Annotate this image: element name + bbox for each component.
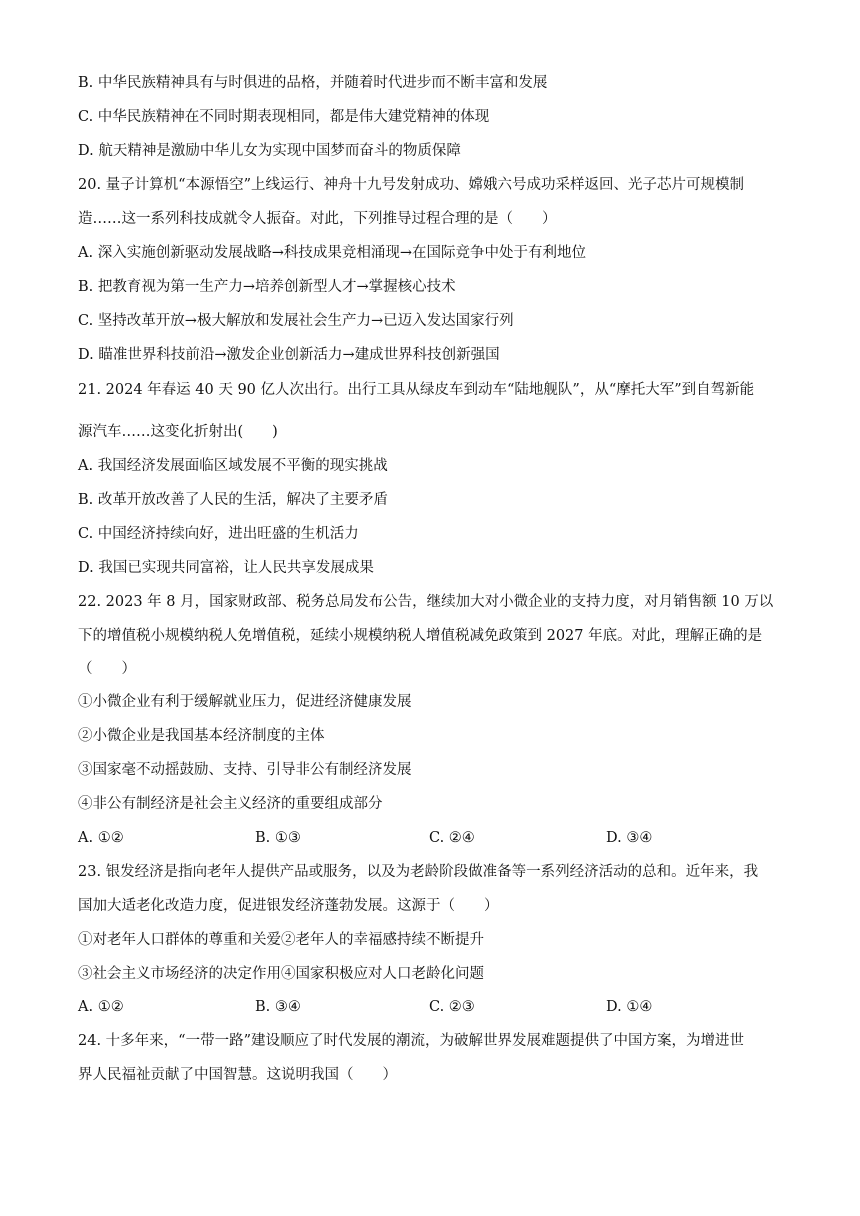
q22-options xyxy=(78,828,798,848)
q21-stem-line2: 源汽车……这变化折射出( ) xyxy=(78,424,278,440)
q23-option-d: D. ①④ xyxy=(606,999,653,1015)
q21-option-c: C. 中国经济持续向好，进出旺盛的生机活力 xyxy=(78,526,359,542)
q20-stem-line1: 20. 量子计算机“本源悟空”上线运行、神舟十九号发射成功、嫦娥六号成功采样返回、光子芯片可规模制 xyxy=(78,177,744,193)
q22-option-b: B. ①③ xyxy=(255,830,301,846)
q22-stem-line2: 下的增值税小规模纳税人免增值税，延续小规模纳税人增值税减免政策到 2027 年底。对此，理解正确的是 xyxy=(78,628,763,644)
q22-stem-line3: （ ） xyxy=(78,661,136,677)
q24-stem-line1: 24. 十多年来，“一带一路”建设顺应了时代发展的潮流，为破解世界发展难题提供了中国方案，为增进世 xyxy=(78,1033,744,1049)
q23-options xyxy=(78,997,798,1017)
q23-stem-line1: 23. 银发经济是指向老年人提供产品或服务，以及为老龄阶段做准备等一系列经济活动的总和。近年来，我 xyxy=(78,864,759,880)
q20-stem-line2: 造……这一系列科技成就令人振奋。对此，下列推导过程合理的是（ ） xyxy=(78,211,557,227)
q24-stem-line2: 界人民福祉贡献了中国智慧。这说明我国（ ） xyxy=(78,1067,397,1083)
q23-option-b: B. ③④ xyxy=(255,999,301,1015)
q22-option-d: D. ③④ xyxy=(606,830,653,846)
q22-statement-4: ④非公有制经济是社会主义经济的重要组成部分 xyxy=(78,796,383,812)
q21-option-d: D. 我国已实现共同富裕，让人民共享发展成果 xyxy=(78,560,374,576)
q23-option-a: A. ①② xyxy=(78,999,124,1015)
q21-stem-line1: 21. 2024 年春运 40 天 90 亿人次出行。出行工具从绿皮车到动车“陆地舰队”，从“摩托大军”到自驾新能 xyxy=(78,382,755,398)
q23-stem-line2: 国加大适老化改造力度，促进银发经济蓬勃发展。这源于（ ） xyxy=(78,898,499,914)
q23-option-c: C. ②③ xyxy=(429,999,475,1015)
q22-option-a: A. ①② xyxy=(78,830,124,846)
q21-option-a: A. 我国经济发展面临区域发展不平衡的现实挑战 xyxy=(78,458,388,474)
q22-statement-2: ②小微企业是我国基本经济制度的主体 xyxy=(78,728,325,744)
q19-option-d: D. 航天精神是激励中华儿女为实现中国梦而奋斗的物质保障 xyxy=(78,143,461,159)
q20-option-c: C. 坚持改革开放→极大解放和发展社会生产力→已迈入发达国家行列 xyxy=(78,313,514,329)
q19-option-b: B. 中华民族精神具有与时俱进的品格，并随着时代进步而不断丰富和发展 xyxy=(78,75,548,91)
q22-statement-3: ③国家毫不动摇鼓励、支持、引导非公有制经济发展 xyxy=(78,762,412,778)
q22-statement-1: ①小微企业有利于缓解就业压力，促进经济健康发展 xyxy=(78,694,412,710)
q19-option-c: C. 中华民族精神在不同时期表现相同，都是伟大建党精神的体现 xyxy=(78,109,490,125)
q23-statements-1-2: ①对老年人口群体的尊重和关爱②老年人的幸福感持续不断提升 xyxy=(78,932,484,948)
q22-stem-line1: 22. 2023 年 8 月，国家财政部、税务总局发布公告，继续加大对小微企业的支持力度，对月销售额 10 万以 xyxy=(78,594,774,610)
q20-option-a: A. 深入实施创新驱动发展战略→科技成果竞相涌现→在国际竞争中处于有利地位 xyxy=(78,245,586,261)
q23-statements-3-4: ③社会主义市场经济的决定作用④国家积极应对人口老龄化问题 xyxy=(78,966,484,982)
q20-option-d: D. 瞄准世界科技前沿→激发企业创新活力→建成世界科技创新强国 xyxy=(78,347,500,363)
q20-option-b: B. 把教育视为第一生产力→培养创新型人才→掌握核心技术 xyxy=(78,279,456,295)
q22-option-c: C. ②④ xyxy=(429,830,475,846)
q21-option-b: B. 改革开放改善了人民的生活，解决了主要矛盾 xyxy=(78,492,388,508)
